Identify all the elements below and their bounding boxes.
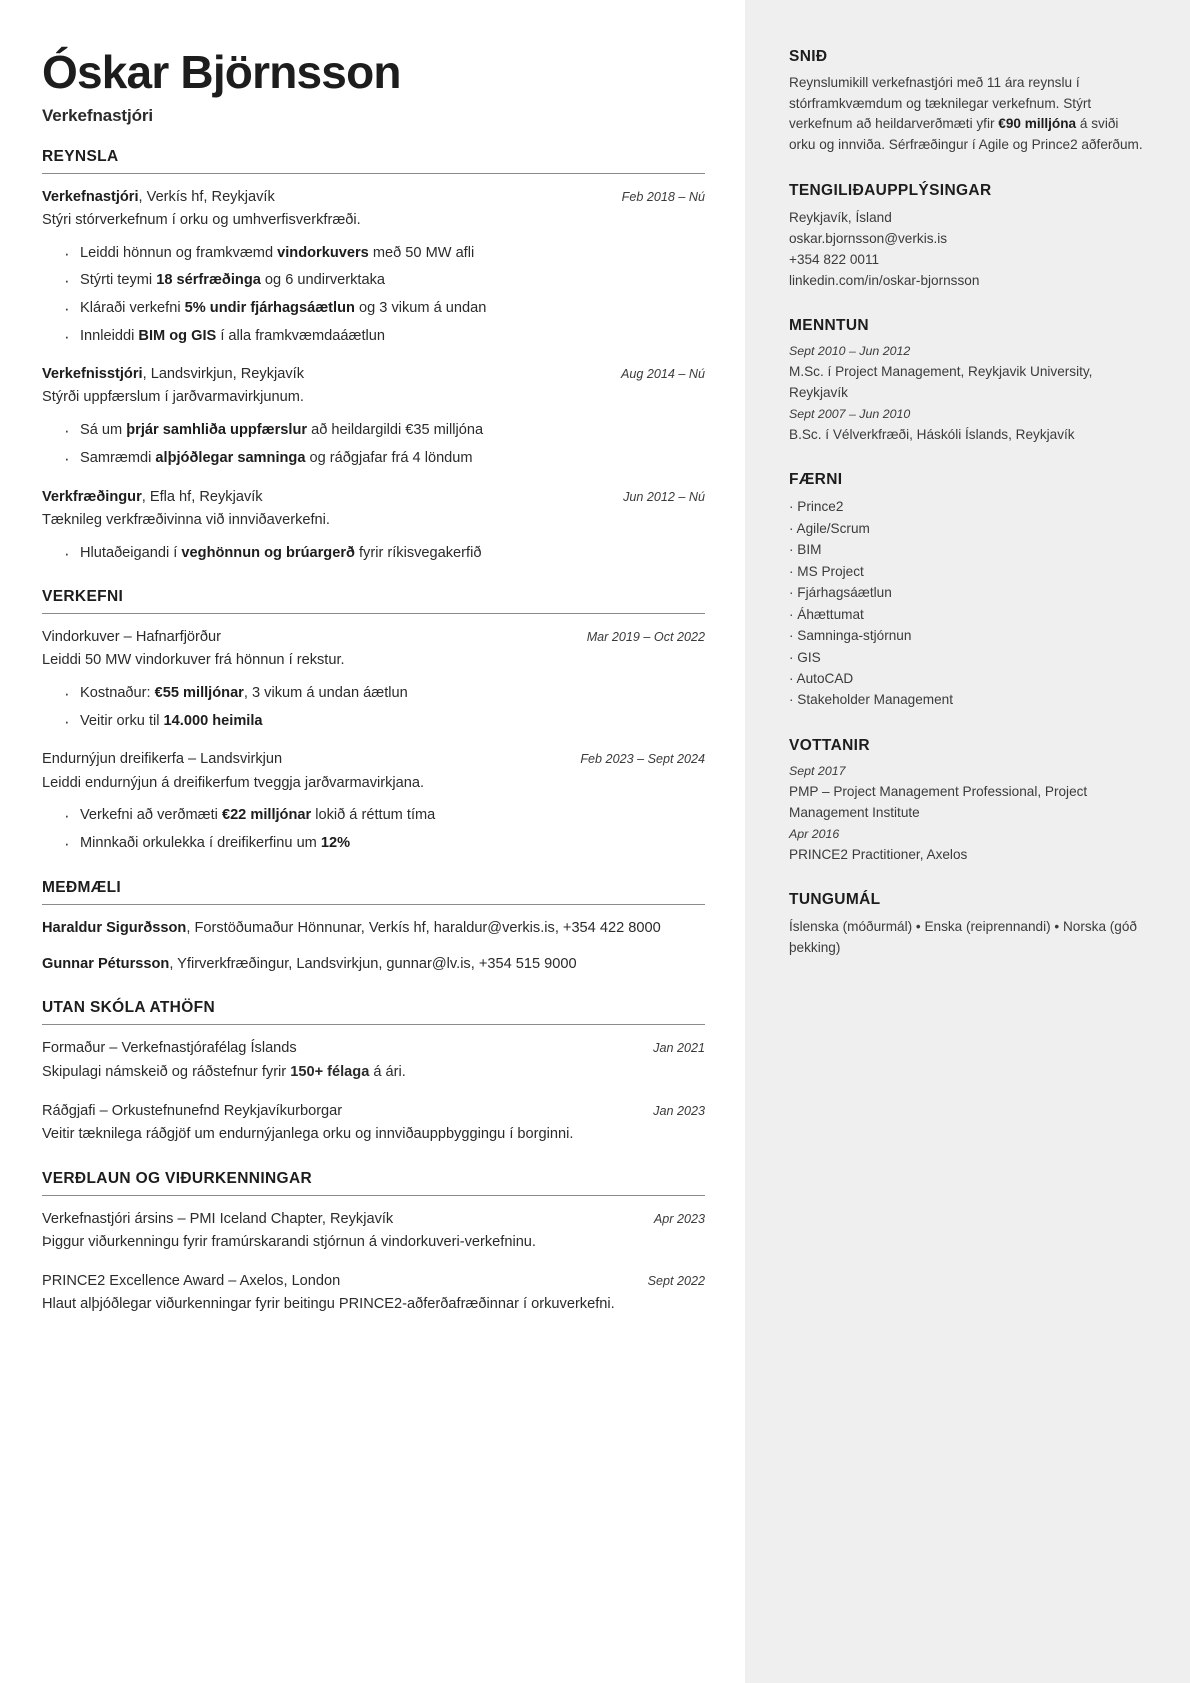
- bullet-text: Sá um: [80, 422, 127, 439]
- skill-item: · Áhættumat: [789, 606, 864, 622]
- bullet-item: [64, 242, 705, 265]
- education-entry: [789, 342, 1144, 403]
- certification-name: PRINCE2 Practitioner, Axelos: [789, 846, 968, 862]
- award-heading: [42, 1209, 393, 1230]
- experience-entry: [42, 364, 705, 469]
- entry-header: [42, 1101, 705, 1122]
- bullet-text: að heildargildi €35 milljóna: [307, 422, 484, 439]
- entry-header: [42, 187, 705, 208]
- bullet-item: [64, 447, 705, 470]
- entry-date: Mar 2019 – Oct 2022: [586, 630, 705, 645]
- section-projects: [42, 588, 705, 855]
- references-list: [42, 918, 705, 976]
- experience-role: Verkefnisstjóri: [42, 366, 143, 383]
- entry-date: Jun 2012 – Nú: [623, 489, 705, 504]
- bullet-item: [64, 269, 705, 292]
- awards-list: [42, 1209, 705, 1316]
- bullet-item: [64, 682, 705, 705]
- sidebar-block-skills: [789, 471, 1144, 711]
- section-title-projects: VERKEFNI: [42, 588, 124, 606]
- entry-header: [42, 364, 705, 385]
- experience-role: Verkefnastjóri: [42, 188, 139, 205]
- bullet-highlight: 14.000 heimila: [163, 712, 263, 729]
- bullet-text: og 6 undirverktaka: [260, 272, 385, 289]
- bullet-text: Kostnaður:: [80, 685, 155, 702]
- bullet-text: Innleiddi: [80, 327, 139, 344]
- bullet-item: [64, 804, 705, 827]
- entry-header: [42, 1271, 705, 1292]
- bullet-text: Leiddi hönnun og framkvæmd: [80, 244, 278, 261]
- skill-item: · Fjárhagsáætlun: [789, 585, 892, 601]
- entry-header: [42, 1209, 705, 1230]
- sidebar-title-profile: SNIÐ: [789, 48, 828, 65]
- project-name: Vindorkuver – Hafnarfjörður: [42, 629, 222, 646]
- entry-date: Aug 2014 – Nú: [620, 367, 705, 382]
- bullet-text: og ráðgjafar frá 4 löndum: [305, 449, 473, 466]
- bullet-list: [42, 804, 705, 854]
- entry-header: [42, 749, 705, 770]
- projects-list: [42, 627, 705, 855]
- sidebar-block-languages: [789, 891, 1144, 958]
- entry-header: [42, 487, 705, 508]
- bullet-highlight: þrjár samhliða uppfærslur: [126, 422, 308, 439]
- sidebar-title-skills: FÆRNI: [789, 471, 843, 489]
- certification-date: Apr 2016: [789, 826, 840, 841]
- bullet-highlight: 5% undir fjárhagsáætlun: [184, 300, 355, 317]
- experience-company: , Efla hf, Reykjavík: [141, 488, 263, 505]
- section-title-extracurricular: UTAN SKÓLA ATHÖFN: [42, 999, 215, 1017]
- project-heading: [42, 627, 221, 648]
- skill-item: · BIM: [789, 542, 822, 558]
- project-heading: [42, 749, 282, 770]
- experience-role: Verkfræðingur: [42, 488, 142, 505]
- experience-entry: [42, 187, 705, 347]
- award-description: Hlaut alþjóðlegar viðurkenningar fyrir beitingu PRINCE2-aðferðafræðinnar í orkuverkefni.: [42, 1295, 615, 1312]
- award-name: Verkefnastjóri ársins – PMI Iceland Chapter, Reykjavík: [42, 1210, 394, 1227]
- entry-date: Jan 2021: [653, 1041, 705, 1056]
- education-entry: [789, 405, 1144, 445]
- entry-date: Sept 2022: [647, 1273, 705, 1288]
- project-description: Leiddi endurnýjun á dreifikerfum tveggja jarðvarmavirkjana.: [42, 774, 425, 791]
- divider: [42, 904, 705, 905]
- certifications-list: [789, 762, 1144, 865]
- experience-company: , Verkís hf, Reykjavík: [138, 188, 275, 205]
- sidebar-block-contact: [789, 182, 1144, 292]
- experience-description: Stýri stórverkefnum í orku og umhverfisverkfræði.: [42, 211, 361, 228]
- skill-item: · Samninga-stjórnun: [789, 628, 912, 644]
- bullet-text: Hlutaðeigandi í: [80, 544, 182, 561]
- description-text: Skipulagi námskeið og ráðstefnur fyrir: [42, 1063, 291, 1080]
- extracurricular-description: [42, 1124, 705, 1146]
- bullet-highlight: veghönnun og brúargerð: [181, 544, 355, 561]
- section-title-references: MEÐMÆLI: [42, 878, 122, 896]
- reference-entry: [42, 954, 705, 976]
- skill-item: · GIS: [789, 649, 821, 665]
- entry-header: [42, 627, 705, 648]
- experience-heading: [42, 487, 263, 508]
- profile-text: [789, 73, 1144, 156]
- entry-date: Jan 2023: [653, 1103, 705, 1118]
- education-degree: M.Sc. í Project Management, Reykjavik University, Reykjavík: [789, 364, 1093, 401]
- bullet-text: Veitir orku til: [80, 712, 164, 729]
- experience-list: [42, 187, 705, 564]
- section-title-experience: REYNSLA: [42, 147, 119, 165]
- section-title-awards: VERÐLAUN OG VIÐURKENNINGAR: [42, 1169, 313, 1187]
- skill-item: · Agile/Scrum: [789, 520, 870, 536]
- entry-date: Feb 2018 – Nú: [621, 189, 705, 204]
- bullet-text: Stýrti teymi: [80, 272, 157, 289]
- bullet-item: [64, 832, 705, 855]
- certification-entry: [789, 762, 1144, 823]
- project-description: Leiddi 50 MW vindorkuver frá hönnun í rekstur.: [42, 652, 345, 669]
- contact-list: [789, 207, 1144, 292]
- sidebar-block-certifications: [789, 737, 1144, 865]
- bullet-text: í alla framkvæmdaáætlun: [216, 327, 385, 344]
- reference-entry: [42, 918, 705, 940]
- certification-date: Sept 2017: [789, 763, 846, 778]
- sidebar-title-certifications: VOTTANIR: [789, 736, 870, 754]
- bullet-highlight: BIM og GIS: [138, 327, 217, 344]
- skill-item: · Prince2: [789, 499, 844, 515]
- reference-details: , Yfirverkfræðingur, Landsvirkjun, gunnar@lv.is, +354 515 9000: [169, 955, 577, 972]
- bullet-item: [64, 325, 705, 348]
- extracurricular-list: [42, 1038, 705, 1145]
- section-extracurricular: [42, 999, 705, 1145]
- bullet-item: [64, 710, 705, 733]
- divider: [42, 173, 705, 174]
- languages-text: Íslenska (móðurmál) • Enska (reiprennandi) • Norska (góð þekking): [789, 918, 1137, 955]
- bullet-text: fyrir ríkisvegakerfið: [354, 544, 482, 561]
- entry-header: [42, 1038, 705, 1059]
- section-references: [42, 879, 705, 976]
- certification-name: PMP – Project Management Professional, Project Management Institute: [789, 783, 1088, 820]
- experience-description: Tæknileg verkfræðivinna við innviðaverkefni.: [42, 511, 330, 528]
- reference-name: Gunnar Pétursson: [42, 955, 170, 972]
- section-awards: [42, 1170, 705, 1316]
- education-date: Sept 2007 – Jun 2010: [789, 407, 911, 422]
- skills-list: [789, 496, 1144, 711]
- experience-heading: [42, 364, 304, 385]
- bullet-highlight: alþjóðlegar samninga: [155, 449, 306, 466]
- bullet-list: [42, 542, 705, 565]
- bullet-highlight: €55 milljónar: [154, 685, 244, 702]
- reference-name: Haraldur Sigurðsson: [42, 919, 187, 936]
- experience-heading: [42, 187, 275, 208]
- bullet-text: með 50 MW afli: [368, 244, 475, 261]
- award-description: Þiggur viðurkenningu fyrir framúrskarandi stjórnun á vindorkuveri-verkefninu.: [42, 1233, 536, 1250]
- experience-description: Stýrði uppfærslum í jarðvarmavirkjunum.: [42, 389, 304, 406]
- sidebar-block-education: [789, 317, 1144, 445]
- award-heading: [42, 1271, 340, 1292]
- contact-line: Reykjavík, Ísland: [789, 209, 892, 225]
- experience-company: , Landsvirkjun, Reykjavík: [142, 366, 305, 383]
- bullet-text: Kláraði verkefni: [80, 300, 185, 317]
- bullet-item: [64, 419, 705, 442]
- extracurricular-description: [42, 1062, 705, 1084]
- award-entry: [42, 1209, 705, 1254]
- bullet-item: [64, 297, 705, 320]
- bullet-text: , 3 vikum á undan áætlun: [243, 685, 408, 702]
- bullet-text: Verkefni að verðmæti: [80, 807, 222, 824]
- divider: [42, 1024, 705, 1025]
- description-text: Veitir tæknilega ráðgjöf um endurnýjanlega orku og innviðauppbyggingu í borginni.: [42, 1125, 574, 1142]
- sidebar-title-contact: TENGILIÐAUPPLÝSINGAR: [789, 181, 992, 199]
- section-experience: [42, 148, 705, 564]
- bullet-highlight: 18 sérfræðinga: [156, 272, 261, 289]
- contact-line: linkedin.com/in/oskar-bjornsson: [789, 273, 980, 289]
- award-name: PRINCE2 Excellence Award – Axelos, London: [42, 1272, 341, 1289]
- bullet-text: Minnkaði orkulekka í dreifikerfinu um: [80, 835, 321, 852]
- experience-entry: [42, 487, 705, 565]
- contact-line: +354 822 0011: [789, 252, 880, 268]
- sidebar-title-education: MENNTUN: [789, 317, 869, 335]
- page-title: Óskar Björnsson: [42, 46, 401, 98]
- project-name: Endurnýjun dreifikerfa – Landsvirkjun: [42, 751, 283, 768]
- bullet-text: Samræmdi: [80, 449, 156, 466]
- sidebar-block-profile: [789, 48, 1144, 156]
- extracurricular-heading: [42, 1038, 297, 1059]
- skill-item: · MS Project: [789, 563, 864, 579]
- education-degree: B.Sc. í Vélverkfræði, Háskóli Íslands, Reykjavík: [789, 427, 1075, 443]
- bullet-highlight: 12%: [320, 835, 351, 852]
- sidebar-title-languages: TUNGUMÁL: [789, 890, 881, 908]
- extracurricular-heading: [42, 1101, 342, 1122]
- description-highlight: 150+ félaga: [290, 1063, 370, 1080]
- bullet-highlight: vindorkuvers: [277, 244, 369, 261]
- extracurricular-entry: [42, 1038, 705, 1083]
- bullet-list: [42, 682, 705, 732]
- project-entry: [42, 749, 705, 854]
- divider: [42, 1195, 705, 1196]
- reference-details: , Forstöðumaður Hönnunar, Verkís hf, haraldur@verkis.is, +354 422 8000: [186, 919, 661, 936]
- contact-line: oskar.bjornsson@verkis.is: [789, 230, 948, 246]
- entry-date: Feb 2023 – Sept 2024: [580, 752, 705, 767]
- entry-date: Apr 2023: [653, 1211, 705, 1226]
- profile-text-bold: €90 milljóna: [998, 116, 1077, 132]
- education-list: [789, 342, 1144, 445]
- extracurricular-name: Formaður – Verkefnastjórafélag Íslands: [42, 1040, 297, 1057]
- bullet-highlight: €22 milljónar: [221, 807, 312, 824]
- extracurricular-entry: [42, 1101, 705, 1146]
- certification-entry: [789, 825, 1144, 865]
- job-title: Verkefnastjóri: [42, 105, 154, 125]
- bullet-text: og 3 vikum á undan: [354, 300, 487, 317]
- divider: [42, 613, 705, 614]
- profile-text-pre: Reynslumikill verkefnastjóri með 11 ára reynslu í stórframkvæmdum og tæknilegar verkefnum. Stýrt verkefnum að heildarverðmæti yfir: [789, 75, 1092, 132]
- skill-item: · AutoCAD: [789, 671, 854, 687]
- award-entry: [42, 1271, 705, 1316]
- education-date: Sept 2010 – Jun 2012: [789, 344, 911, 359]
- bullet-list: [42, 419, 705, 469]
- description-text: á ári.: [369, 1063, 406, 1080]
- skill-item: · Stakeholder Management: [789, 692, 953, 708]
- extracurricular-name: Ráðgjafi – Orkustefnunefnd Reykjavíkurborgar: [42, 1102, 343, 1119]
- profile-text-post: á sviði orku og innviða. Sérfræðingur í Agile og Prince2 aðferðum.: [789, 116, 1143, 152]
- bullet-text: lokið á réttum tíma: [311, 807, 436, 824]
- bullet-list: [42, 242, 705, 347]
- sidebar: [745, 0, 1190, 1683]
- project-entry: [42, 627, 705, 732]
- bullet-item: [64, 542, 705, 565]
